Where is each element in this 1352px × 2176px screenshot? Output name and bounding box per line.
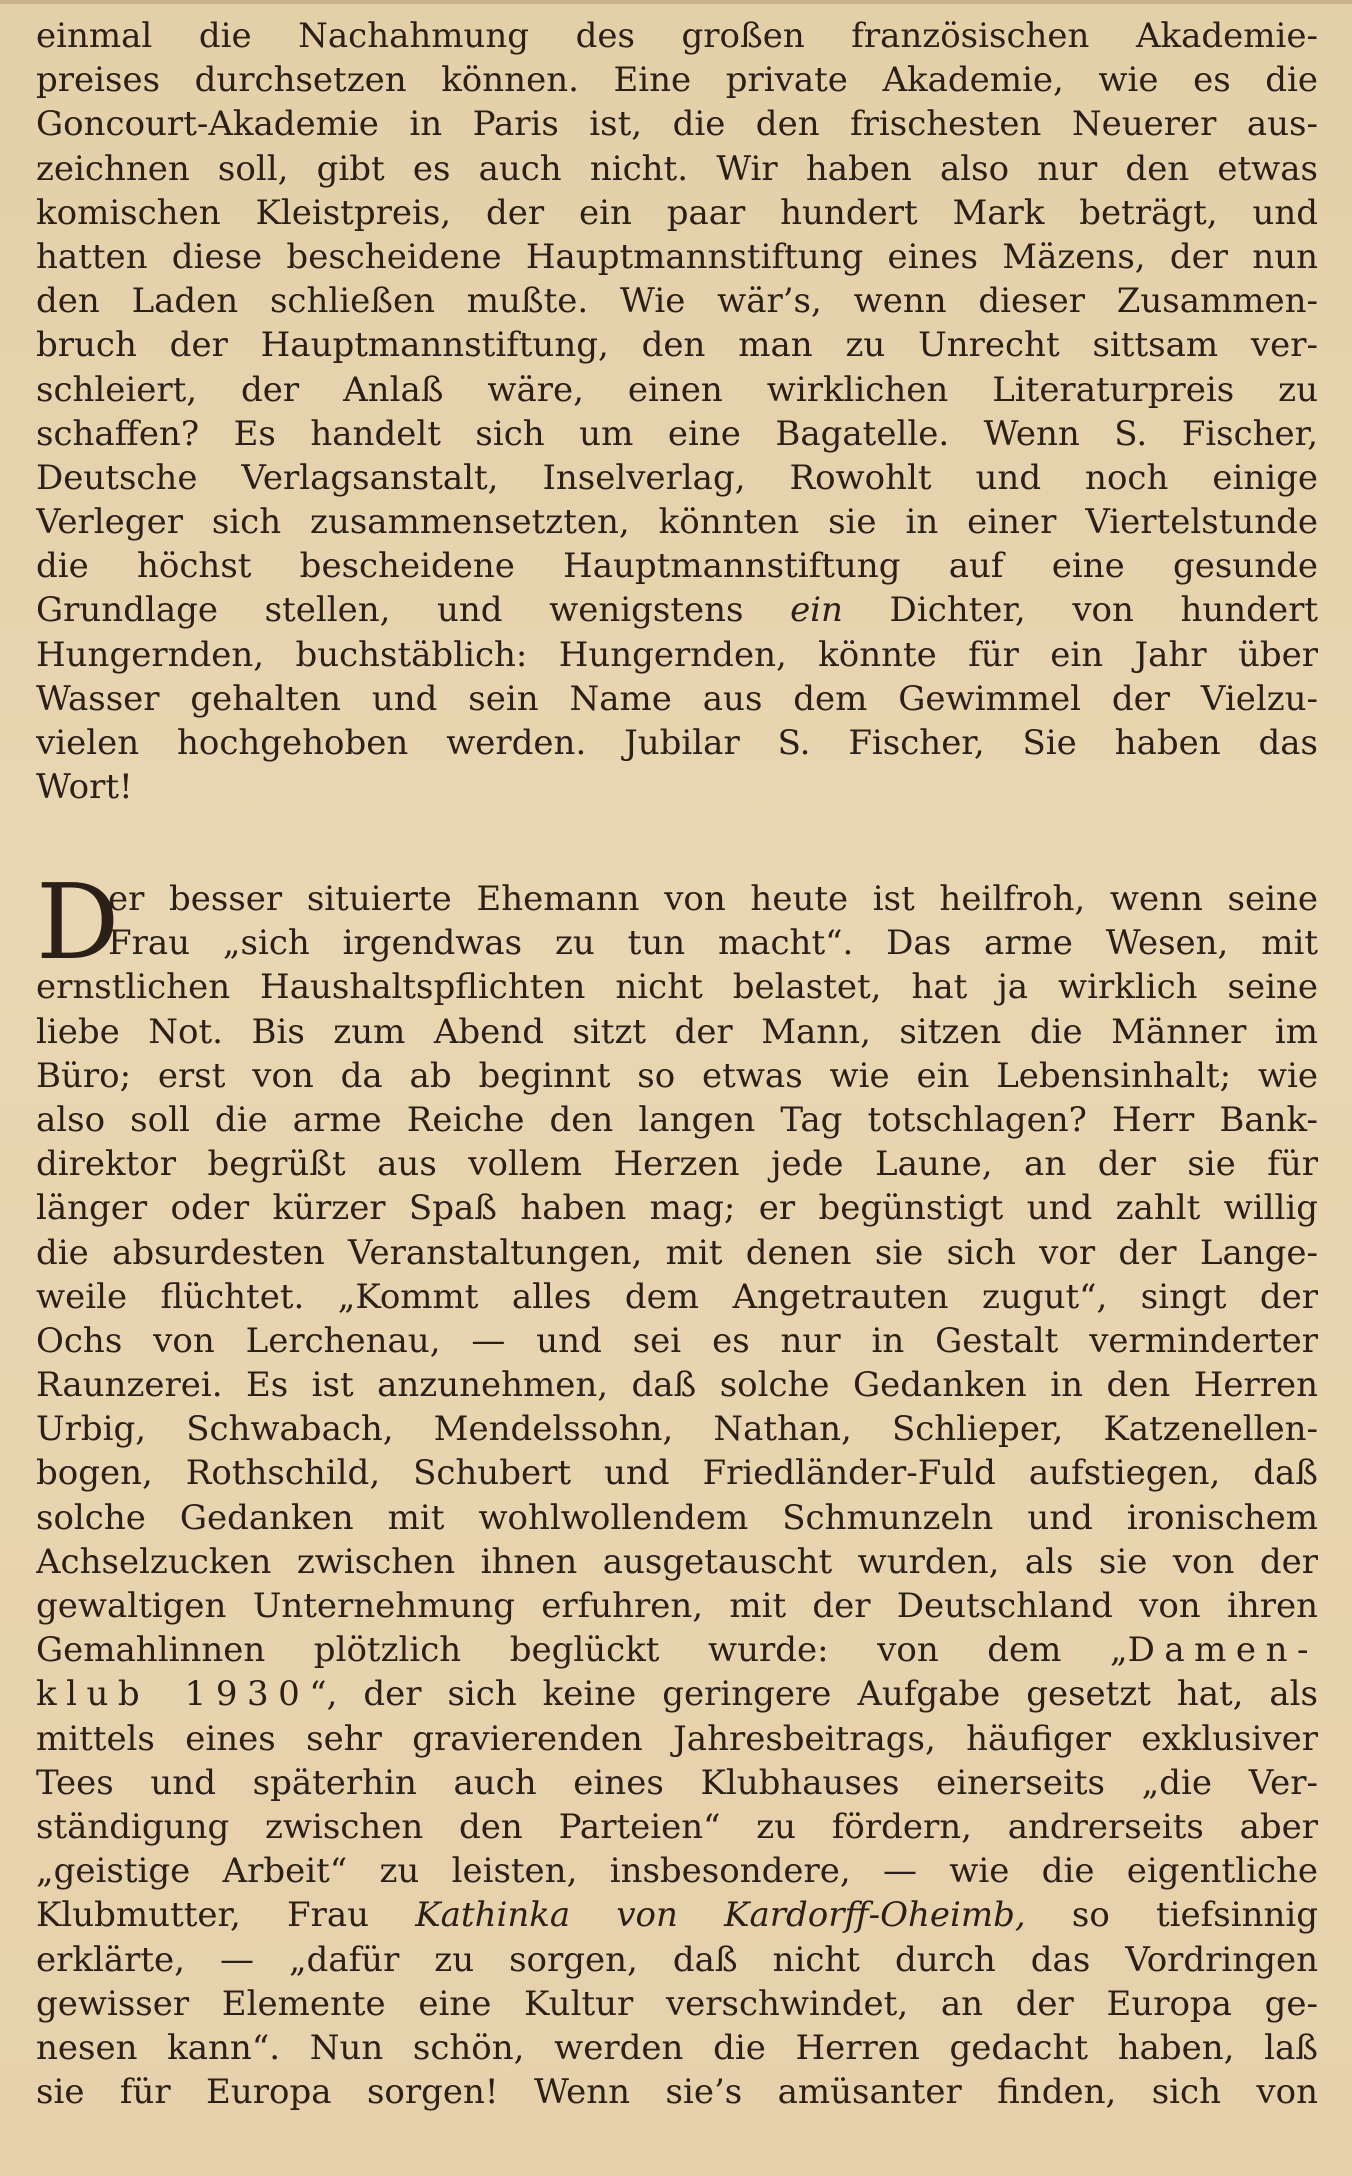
text-line: erklärte, — „dafür zu sorgen, daß nicht durch das Vordringen [36, 1939, 1318, 1980]
text-run: Gemahlinnen plötzlich beglückt wurde: von dem „ [36, 1630, 1128, 1671]
text-line: Verleger sich zusammensetzten, könnten sie in einer Viertelstunde [36, 502, 1318, 543]
text-run: Klubmutter, Frau [36, 1895, 416, 1936]
text-run: Grundlage stellen, und wenigstens [36, 590, 791, 631]
text-run: “, der sich keine geringere Aufgabe gesetzt hat, als [309, 1674, 1318, 1715]
drop-cap: D [36, 861, 120, 983]
text-line: bruch der Hauptmannstiftung, den man zu Unrecht sittsam ver- [36, 325, 1318, 366]
text-line: Tees und späterhin auch eines Klubhauses einerseits „die Ver- [36, 1762, 1318, 1803]
text-line: hatten diese bescheidene Hauptmannstiftung eines Mäzens, der nun [36, 236, 1318, 277]
text-run: so tiefsinnig [1025, 1895, 1318, 1936]
spaced-text: Damen- [1127, 1630, 1318, 1671]
text-line: die höchst bescheidene Hauptmannstiftung auf eine gesunde [36, 546, 1318, 587]
text-line [36, 1672, 1318, 1716]
text-line: Raunzerei. Es ist anzunehmen, daß solche Gedanken in den Herren [36, 1365, 1318, 1406]
text-line: sie für Europa sorgen! Wenn sie’s amüsanter finden, sich von [36, 2072, 1318, 2113]
paragraph-1 [36, 14, 1318, 809]
text-line: zeichnen soll, gibt es auch nicht. Wir haben also nur den etwas [36, 148, 1318, 189]
text-line: also soll die arme Reiche den langen Tag totschlagen? Herr Bank- [36, 1099, 1318, 1140]
text-line: schaffen? Es handelt sich um eine Bagatelle. Wenn S. Fischer, [36, 413, 1318, 454]
text-line [36, 588, 1318, 632]
text-line: mittels eines sehr gravierenden Jahresbeitrags, häufiger exklusiver [36, 1718, 1318, 1759]
text-line: Frau „sich irgendwas zu tun macht“. Das arme Wesen, mit [108, 923, 1318, 964]
text-line: „geistige Arbeit“ zu leisten, insbesondere, — wie die eigentliche [36, 1851, 1318, 1892]
text-line: direktor begrüßt aus vollem Herzen jede Laune, an der sie für [36, 1144, 1318, 1185]
text-line: komischen Kleistpreis, der ein paar hundert Mark beträgt, und [36, 192, 1318, 233]
text-line: den Laden schließen mußte. Wie wär’s, wenn dieser Zusammen- [36, 281, 1318, 322]
text-line [36, 1893, 1318, 1937]
text-line: er besser situierte Ehemann von heute ist heilfroh, wenn seine [108, 879, 1318, 919]
text-line: länger oder kürzer Spaß haben mag; er begünstigt und zahlt willig [36, 1188, 1318, 1229]
text-line: schleiert, der Anlaß wäre, einen wirklichen Literaturpreis zu [36, 369, 1318, 410]
text-line: Hungernden, buchstäblich: Hungernden, könnte für ein Jahr über [36, 634, 1318, 675]
text-line: Wasser gehalten und sein Name aus dem Gewimmel der Vielzu- [36, 678, 1318, 719]
text-line: ernstlichen Haushaltspflichten nicht belastet, hat ja wirklich seine [36, 967, 1318, 1008]
text-line: bogen, Rothschild, Schubert und Friedländer-Fuld aufstiegen, daß [36, 1453, 1318, 1494]
text-run: Dichter, von hundert [842, 590, 1318, 631]
text-line [36, 1628, 1318, 1672]
text-line: die absurdesten Veranstaltungen, mit denen sie sich vor der Lange- [36, 1232, 1318, 1273]
text-line: Büro; erst von da ab beginnt so etwas wie ein Lebensinhalt; wie [36, 1055, 1318, 1096]
text-line: Ochs von Lerchenau, — und sei es nur in Gestalt verminderter [36, 1320, 1318, 1361]
text-line: Goncourt-Akademie in Paris ist, die den frischesten Neuerer aus- [36, 104, 1318, 145]
text-line: weile flüchtet. „Kommt alles dem Angetrauten zugut“, singt der [36, 1276, 1318, 1317]
text-line: liebe Not. Bis zum Abend sitzt der Mann, sitzen die Männer im [36, 1011, 1318, 1052]
text-line: gewisser Elemente eine Kultur verschwindet, an der Europa ge- [36, 1983, 1318, 2024]
emphasis-text: Kathinka von Kardorff-Oheimb, [415, 1895, 1026, 1936]
text-line: Achselzucken zwischen ihnen ausgetauscht wurden, als sie von der [36, 1541, 1318, 1582]
emphasis-text: ein [790, 590, 843, 631]
text-line: ständigung zwischen den Parteien“ zu fördern, andrerseits aber [36, 1806, 1318, 1847]
text-line: gewaltigen Unternehmung erfuhren, mit der Deutschland von ihren [36, 1586, 1318, 1626]
top-rule [0, 0, 1352, 4]
text-line: solche Gedanken mit wohlwollendem Schmunzeln und ironischem [36, 1497, 1318, 1538]
text-line: Deutsche Verlagsanstalt, Inselverlag, Rowohlt und noch einige [36, 457, 1318, 498]
text-line: nesen kann“. Nun schön, werden die Herren gedacht haben, laß [36, 2027, 1318, 2068]
text-line: vielen hochgehoben werden. Jubilar S. Fischer, Sie haben das [36, 723, 1318, 763]
paragraph-2 [36, 861, 1318, 2114]
text-line: preises durchsetzen können. Eine private Akademie, wie es die [36, 60, 1318, 101]
text-line: Wort! [36, 767, 133, 808]
spaced-text: klub 1930 [36, 1674, 310, 1715]
text-line: Urbig, Schwabach, Mendelssohn, Nathan, Schlieper, Katzenellen- [36, 1409, 1318, 1450]
text-line: einmal die Nachahmung des großen französischen Akademie- [36, 16, 1318, 56]
